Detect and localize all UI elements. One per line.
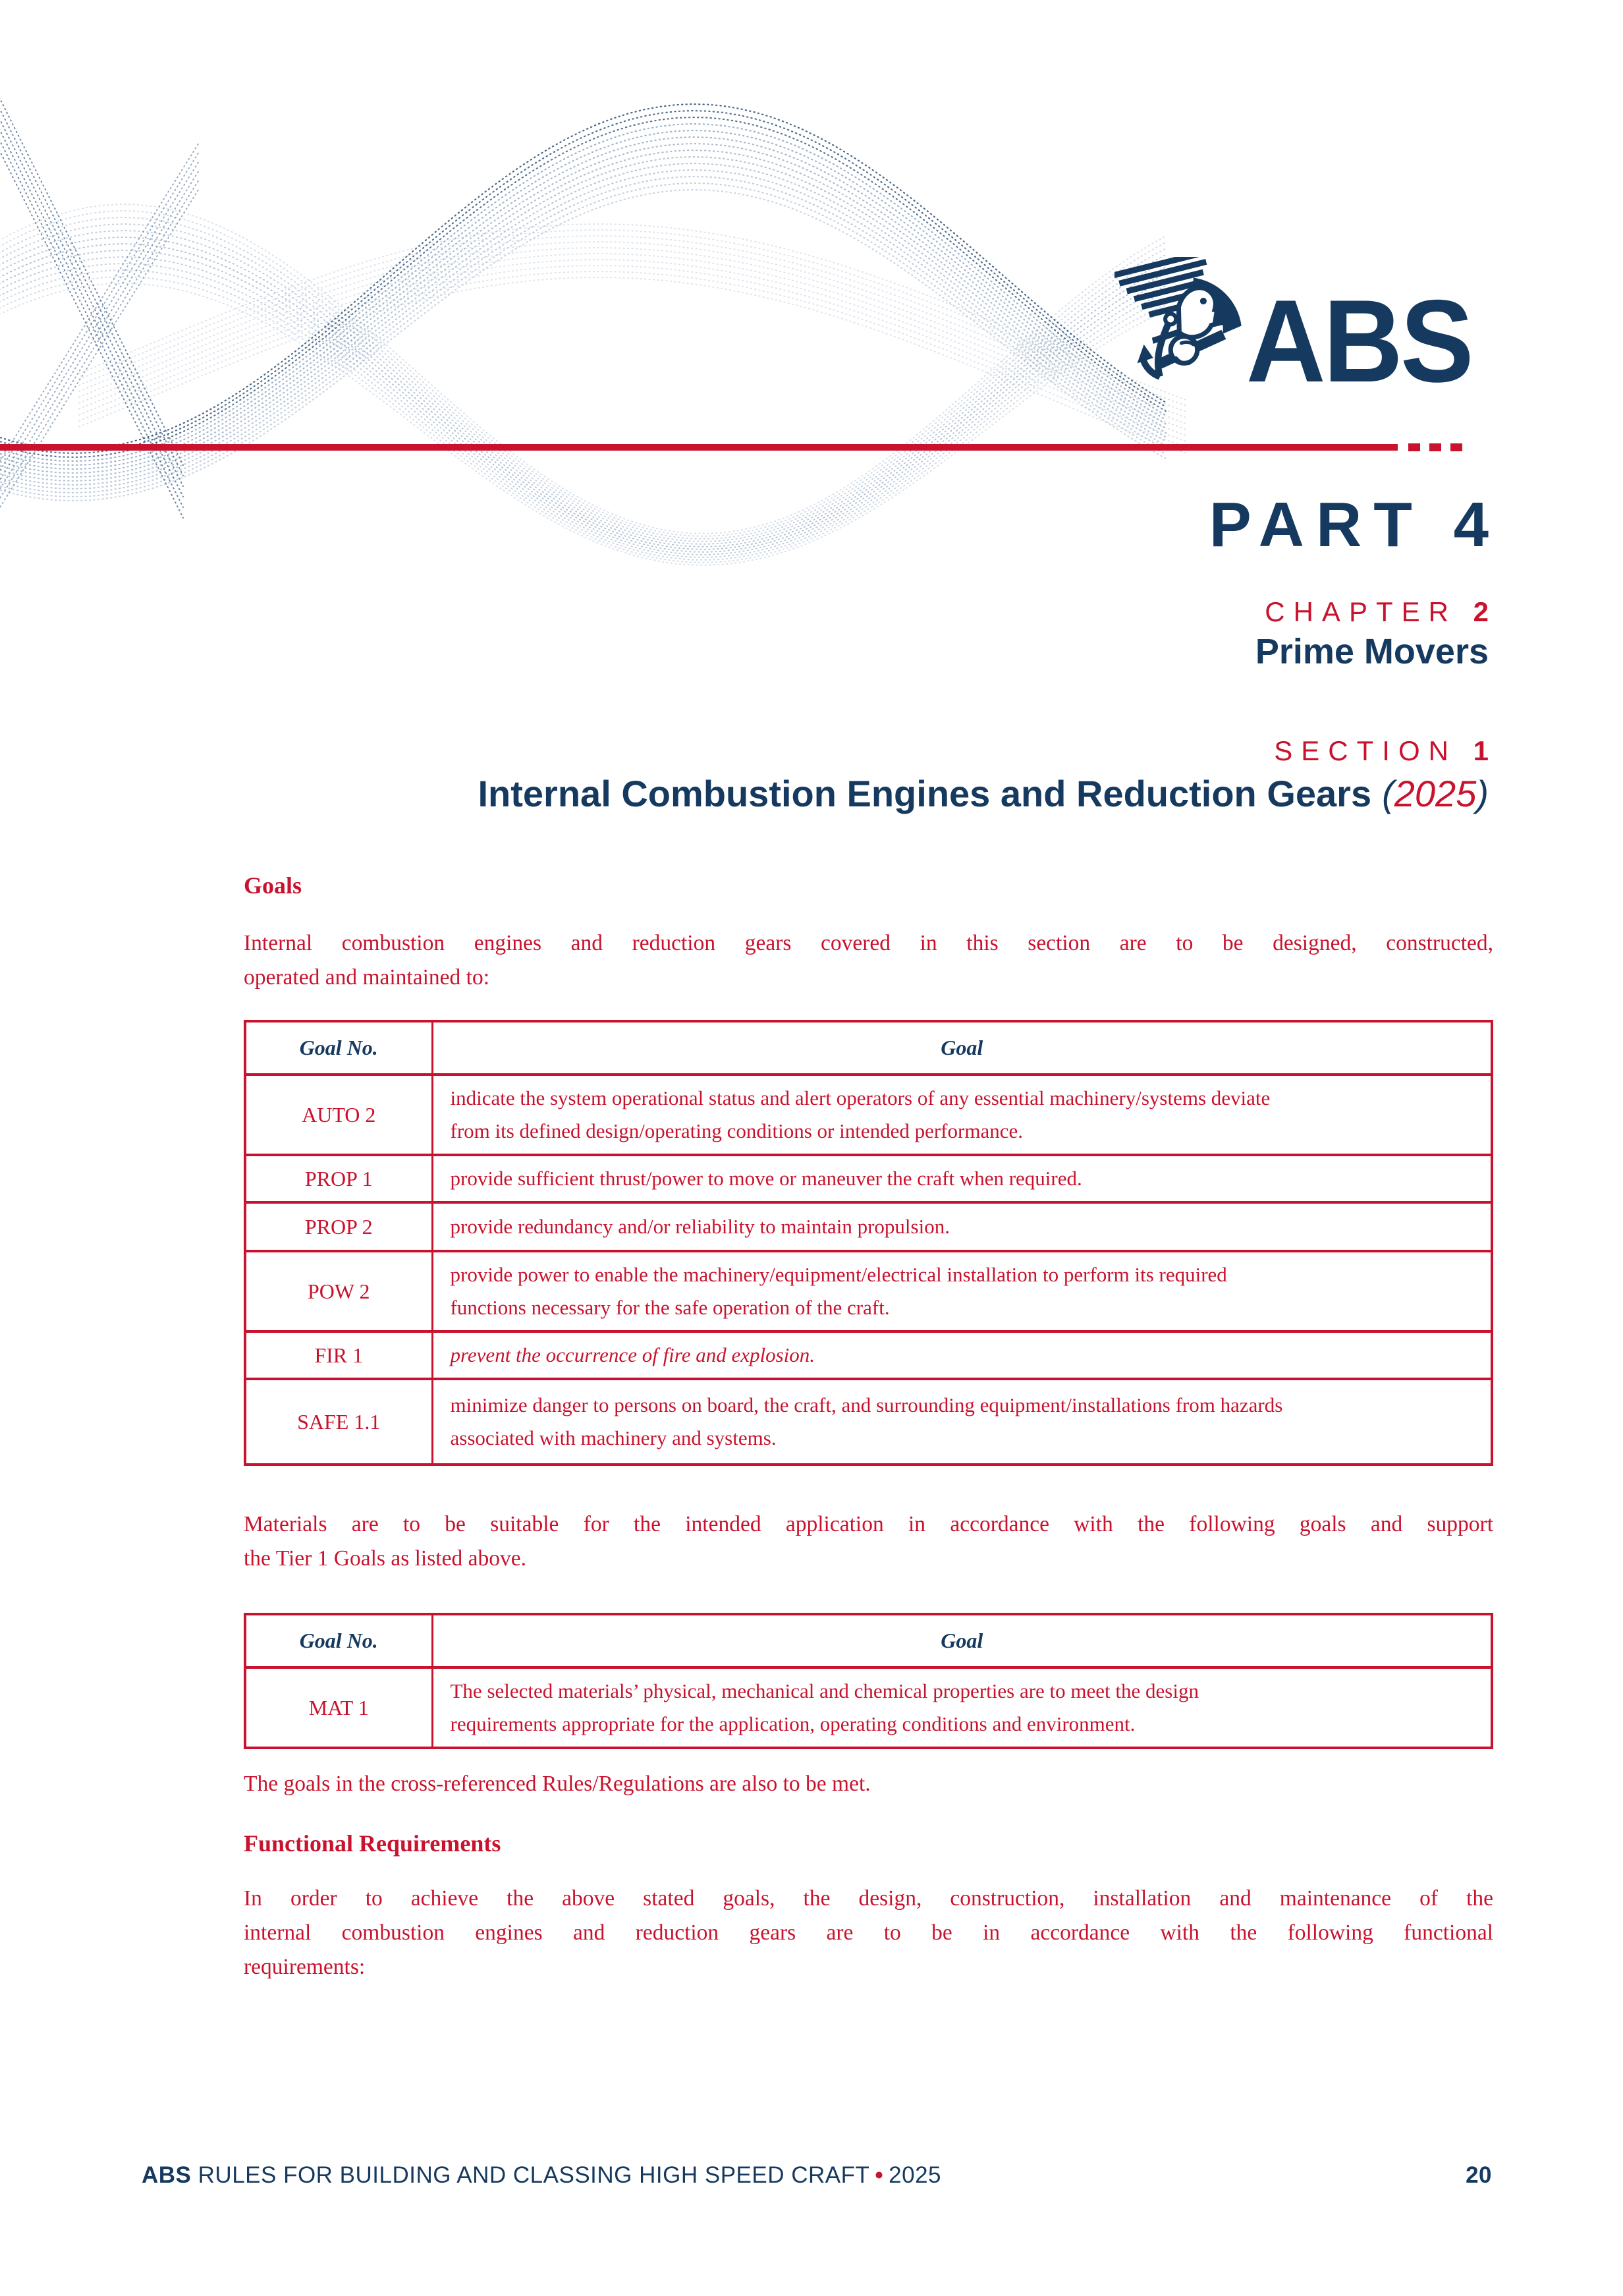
goal-cell xyxy=(432,1379,1492,1465)
footer-brand: ABS xyxy=(142,2162,192,2188)
section-title xyxy=(478,772,1489,815)
abs-logo-wordmark: ABS xyxy=(1246,275,1472,406)
red-divider-line xyxy=(0,444,1398,451)
cross-ref-paragraph: The goals in the cross-referenced Rules/Regulations are also to be met. xyxy=(244,1772,871,1796)
table-row xyxy=(245,1202,1492,1251)
footer-rules-text: RULES FOR BUILDING AND CLASSING HIGH SPEED CRAFT xyxy=(198,2162,870,2188)
footer-bullet: • xyxy=(875,2162,884,2188)
goal-cell xyxy=(432,1075,1492,1155)
chapter-line xyxy=(1265,596,1497,628)
paragraph-line: requirements: xyxy=(244,1955,366,1979)
section-number: 1 xyxy=(1473,735,1497,766)
wave-pattern-decoration xyxy=(0,92,1199,639)
page-number: 20 xyxy=(1466,2162,1492,2188)
goal-text-line: associated with machinery and systems. xyxy=(450,1426,777,1449)
year-paren-open: ( xyxy=(1382,773,1394,814)
functional-requirements-heading: Functional Requirements xyxy=(244,1830,501,1857)
part-title: PART 4 xyxy=(1209,490,1500,560)
goal-text-line: prevent the occurrence of fire and explosion. xyxy=(450,1343,815,1366)
table-row xyxy=(245,1667,1492,1748)
goal-no-cell: PROP 1 xyxy=(245,1155,432,1202)
table-row xyxy=(245,1331,1492,1379)
goal-text-line: functions necessary for the safe operation of the craft. xyxy=(450,1296,890,1319)
goal-no-cell: SAFE 1.1 xyxy=(245,1379,432,1465)
goal-text-line: minimize danger to persons on board, the craft, and surrounding equipment/installations from hazards xyxy=(450,1393,1283,1416)
goal-cell xyxy=(432,1155,1492,1202)
table-row xyxy=(245,1251,1492,1331)
chapter-label: CHAPTER xyxy=(1265,596,1457,627)
section-title-text: Internal Combustion Engines and Reduction Gears xyxy=(478,773,1372,814)
section-line xyxy=(1274,735,1497,767)
paragraph-line: Materials are to be suitable for the intended application in accordance with the following goals and support xyxy=(244,1512,1493,1536)
goal-text-line: provide power to enable the machinery/equipment/electrical installation to perform its required xyxy=(450,1263,1227,1286)
goal-header: Goal xyxy=(432,1021,1492,1075)
paragraph-line: In order to achieve the above stated goals, the design, construction, installation and maintenance of the xyxy=(244,1886,1493,1911)
red-divider-dot xyxy=(1408,443,1420,451)
goal-cell xyxy=(432,1331,1492,1379)
table-row xyxy=(245,1075,1492,1155)
chapter-title: Prime Movers xyxy=(1255,632,1489,671)
materials-goals-table xyxy=(244,1613,1493,1749)
goal-cell xyxy=(432,1202,1492,1251)
goal-no-cell: FIR 1 xyxy=(245,1331,432,1379)
goal-header: Goal xyxy=(432,1614,1492,1667)
goal-text-line: indicate the system operational status and alert operators of any essential machinery/systems deviate xyxy=(450,1086,1271,1109)
abs-eagle-logo-icon xyxy=(1114,257,1256,392)
paragraph-line: internal combustion engines and reduction gears are to be in accordance with the following functional xyxy=(244,1920,1493,1945)
goal-text-line: provide redundancy and/or reliability to maintain propulsion. xyxy=(450,1215,950,1238)
year-paren-close: ) xyxy=(1476,773,1489,814)
goal-no-header: Goal No. xyxy=(245,1021,432,1075)
table-row xyxy=(245,1155,1492,1202)
goal-cell xyxy=(432,1251,1492,1331)
section-label: SECTION xyxy=(1274,735,1457,766)
paragraph-line: operated and maintained to: xyxy=(244,965,490,990)
paragraph-line: the Tier 1 Goals as listed above. xyxy=(244,1546,526,1571)
goal-no-cell: MAT 1 xyxy=(245,1667,432,1748)
chapter-number: 2 xyxy=(1473,596,1497,627)
goal-no-header: Goal No. xyxy=(245,1614,432,1667)
table-header-row xyxy=(245,1021,1492,1075)
table-header-row xyxy=(245,1614,1492,1667)
goal-text-line: from its defined design/operating conditions or intended performance. xyxy=(450,1119,1023,1142)
paragraph-line: Internal combustion engines and reduction gears covered in this section are to be designed, constructed, xyxy=(244,931,1493,955)
goal-cell xyxy=(432,1667,1492,1748)
footer-year: 2025 xyxy=(889,2162,942,2188)
goals-intro-paragraph xyxy=(244,926,1493,995)
goals-heading: Goals xyxy=(244,872,302,899)
goal-no-cell: PROP 2 xyxy=(245,1202,432,1251)
functional-requirements-paragraph xyxy=(244,1882,1493,1984)
goal-text-line: provide sufficient thrust/power to move or maneuver the craft when required. xyxy=(450,1167,1082,1190)
goal-no-cell: AUTO 2 xyxy=(245,1075,432,1155)
table-row xyxy=(245,1379,1492,1465)
goals-table xyxy=(244,1020,1493,1466)
red-divider-dot xyxy=(1450,443,1462,451)
section-year: 2025 xyxy=(1394,773,1477,814)
goal-text-line: The selected materials’ physical, mechanical and chemical properties are to meet the design xyxy=(450,1679,1199,1702)
footer-text xyxy=(142,2162,941,2189)
goal-no-cell: POW 2 xyxy=(245,1251,432,1331)
materials-paragraph xyxy=(244,1507,1493,1576)
goal-text-line: requirements appropriate for the application, operating conditions and environment. xyxy=(450,1712,1136,1735)
red-divider-dot xyxy=(1429,443,1441,451)
